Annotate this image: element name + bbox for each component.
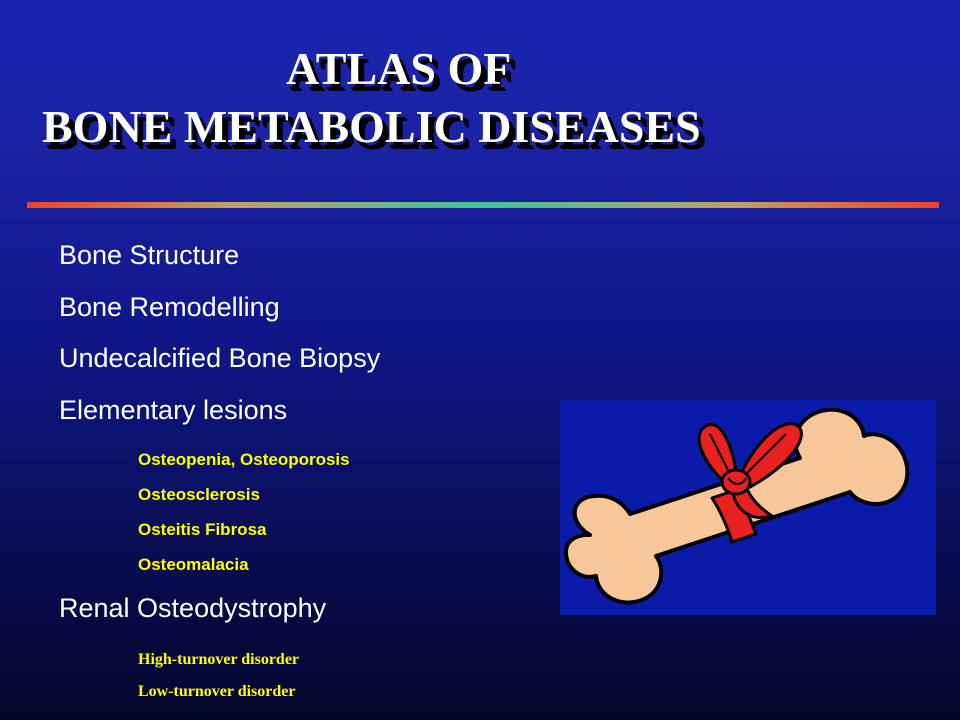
topic-bone-remodelling: Bone Remodelling [59,292,280,322]
subtopic-osteopenia-osteoporosis: Osteopenia, Osteoporosis [138,450,350,469]
topic-elementary-lesions: Elementary lesions [59,395,288,425]
bone-with-red-bow-icon [560,400,936,615]
subtopic-high-turnover-disorder: High-turnover disorder [138,651,300,668]
subtopic-osteitis-fibrosa: Osteitis Fibrosa [138,520,267,539]
slide-title-line-2: BONE METABOLIC DISEASES [42,101,701,152]
title-divider [27,202,939,208]
topic-bone-structure: Bone Structure [59,240,240,270]
subtopic-low-turnover-disorder: Low-turnover disorder [138,683,296,700]
subtopic-osteosclerosis: Osteosclerosis [138,485,260,504]
topic-undecalcified-bone-biopsy: Undecalcified Bone Biopsy [59,343,381,373]
subtopic-osteomalacia: Osteomalacia [138,555,249,574]
topic-renal-osteodystrophy: Renal Osteodystrophy [59,593,327,623]
slide-title-line-1: ATLAS OF [286,43,512,94]
